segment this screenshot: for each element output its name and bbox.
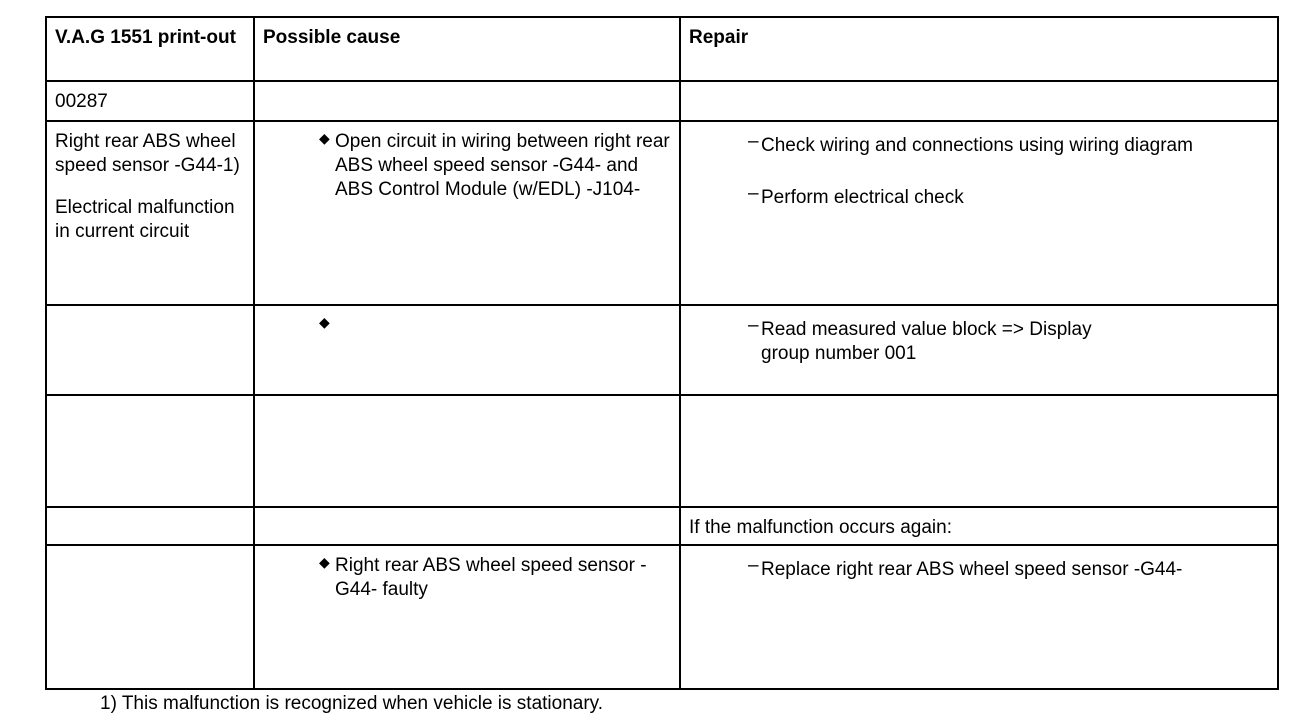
repair-text: Perform electrical check (761, 187, 964, 208)
header-printout: V.A.G 1551 print-out (46, 17, 254, 81)
empty-cell (680, 81, 1278, 121)
header-possible-cause: Possible cause (254, 17, 680, 81)
repair-item (748, 555, 1269, 582)
cause-cell (254, 121, 680, 305)
dash-icon: – (748, 131, 759, 152)
repair-text: Read measured value block => Display group number 001 (761, 319, 1092, 364)
bullet-icon: ◆ (319, 554, 330, 570)
repair-text: Check wiring and connections using wiring diagram (761, 135, 1193, 156)
repair-cell (680, 305, 1278, 395)
fault-description: Electrical malfunction in current circuit (55, 197, 235, 242)
code-row (46, 81, 1278, 121)
repair-cell (680, 121, 1278, 305)
repeat-note: If the malfunction occurs again: (680, 507, 1278, 545)
cause-item (319, 130, 671, 202)
repair-item (748, 131, 1269, 158)
repair-item (748, 315, 1129, 366)
empty-row (46, 395, 1278, 507)
cause-text: Open circuit in wiring between right rear ABS wheel speed sensor -G44- and ABS Control Module (w/EDL) -J104- (335, 131, 670, 200)
bullet-icon: ◆ (319, 130, 330, 146)
table-row (46, 305, 1278, 395)
footnote: 1) This malfunction is recognized when vehicle is stationary. (100, 693, 604, 714)
dash-icon: – (748, 555, 759, 576)
table-row (46, 545, 1278, 689)
dash-icon: – (748, 315, 759, 336)
component-cell (46, 121, 254, 305)
bullet-icon: ◆ (319, 314, 330, 330)
empty-cell (46, 507, 254, 545)
empty-cell (254, 507, 680, 545)
note-row (46, 507, 1278, 545)
empty-cell (46, 395, 254, 507)
repair-text: Replace right rear ABS wheel speed sensor -G44- (761, 559, 1183, 580)
cause-cell (254, 545, 680, 689)
fault-code: 00287 (46, 81, 254, 121)
empty-cell (254, 81, 680, 121)
table-row (46, 121, 1278, 305)
dash-icon: – (748, 183, 759, 204)
empty-cell (680, 395, 1278, 507)
cause-item (319, 554, 671, 602)
repair-cell (680, 545, 1278, 689)
empty-cell (46, 305, 254, 395)
diagnostic-table (45, 16, 1279, 690)
cause-cell (254, 305, 680, 395)
header-repair: Repair (680, 17, 1278, 81)
cause-text: Right rear ABS wheel speed sensor -G44- faulty (335, 555, 647, 600)
header-row (46, 17, 1278, 81)
component-name: Right rear ABS wheel speed sensor -G44-1) (55, 131, 240, 176)
empty-cell (254, 395, 680, 507)
repair-item (748, 183, 1269, 210)
empty-cell (46, 545, 254, 689)
